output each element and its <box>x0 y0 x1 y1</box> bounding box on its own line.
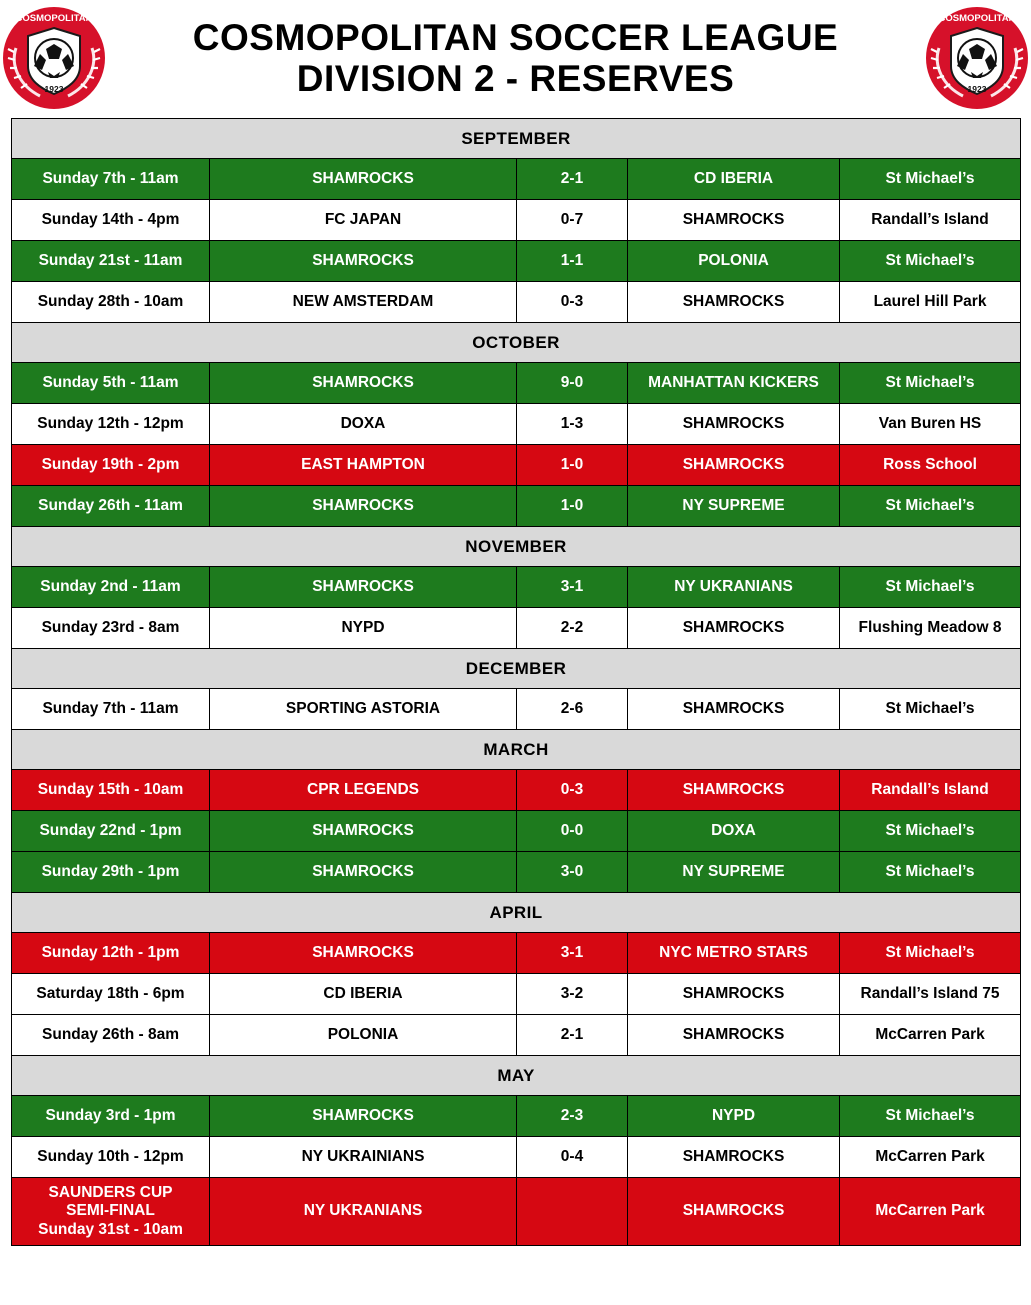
fixture-date: Sunday 5th - 11am <box>12 363 210 404</box>
fixture-score: 9-0 <box>517 363 628 404</box>
fixture-date: Sunday 19th - 2pm <box>12 445 210 486</box>
fixture-home-team: NY UKRANIANS <box>210 1178 517 1246</box>
month-header-row <box>12 649 1021 689</box>
fixture-venue: St Michael’s <box>840 363 1021 404</box>
fixture-away-team: SHAMROCKS <box>628 1015 840 1056</box>
month-label: APRIL <box>12 893 1021 933</box>
fixture-score: 0-0 <box>517 811 628 852</box>
fixture-home-team: SHAMROCKS <box>210 1096 517 1137</box>
fixture-venue: St Michael’s <box>840 486 1021 527</box>
fixture-venue: McCarren Park <box>840 1137 1021 1178</box>
fixture-row <box>12 852 1021 893</box>
fixture-score: 0-7 <box>517 200 628 241</box>
fixture-venue: Randall’s Island <box>840 770 1021 811</box>
fixture-score: 1-1 <box>517 241 628 282</box>
fixture-row <box>12 689 1021 730</box>
fixture-venue: McCarren Park <box>840 1015 1021 1056</box>
fixture-away-team: POLONIA <box>628 241 840 282</box>
page-title <box>108 17 923 100</box>
fixture-score: 2-1 <box>517 159 628 200</box>
fixture-score: 0-3 <box>517 282 628 323</box>
fixture-away-team: NY SUPREME <box>628 486 840 527</box>
month-header-row <box>12 323 1021 363</box>
fixture-venue: St Michael’s <box>840 811 1021 852</box>
title-line-2: DIVISION 2 - RESERVES <box>296 58 735 99</box>
fixture-home-team: SHAMROCKS <box>210 241 517 282</box>
fixture-date: Sunday 22nd - 1pm <box>12 811 210 852</box>
fixture-date: Sunday 21st - 11am <box>12 241 210 282</box>
fixture-away-team: SHAMROCKS <box>628 200 840 241</box>
fixture-away-team: SHAMROCKS <box>628 445 840 486</box>
fixture-date: Sunday 26th - 8am <box>12 1015 210 1056</box>
fixture-date: Sunday 3rd - 1pm <box>12 1096 210 1137</box>
fixture-date: Sunday 23rd - 8am <box>12 608 210 649</box>
fixture-score: 3-1 <box>517 567 628 608</box>
fixture-date: Sunday 15th - 10am <box>12 770 210 811</box>
fixture-home-team: EAST HAMPTON <box>210 445 517 486</box>
fixture-date: Sunday 14th - 4pm <box>12 200 210 241</box>
fixture-home-team: SHAMROCKS <box>210 933 517 974</box>
page-header <box>0 0 1031 118</box>
fixture-score: 0-3 <box>517 770 628 811</box>
fixture-row <box>12 200 1021 241</box>
fixture-venue: St Michael’s <box>840 567 1021 608</box>
fixture-score <box>517 1178 628 1246</box>
fixture-date: Saturday 18th - 6pm <box>12 974 210 1015</box>
fixture-date: SAUNDERS CUP SEMI-FINAL Sunday 31st - 10am <box>12 1178 210 1246</box>
fixture-score: 1-0 <box>517 445 628 486</box>
svg-text:COSMOPOLITAN: COSMOPOLITAN <box>938 13 1016 24</box>
fixture-row <box>12 486 1021 527</box>
fixture-home-team: NYPD <box>210 608 517 649</box>
fixture-score: 3-0 <box>517 852 628 893</box>
fixture-date: Sunday 28th - 10am <box>12 282 210 323</box>
fixture-row <box>12 404 1021 445</box>
fixture-away-team: SHAMROCKS <box>628 282 840 323</box>
title-line-1: COSMOPOLITAN SOCCER LEAGUE <box>192 16 839 58</box>
fixture-score: 3-2 <box>517 974 628 1015</box>
fixture-away-team: SHAMROCKS <box>628 1137 840 1178</box>
fixture-home-team: NY UKRAINIANS <box>210 1137 517 1178</box>
fixture-row <box>12 608 1021 649</box>
month-header-row <box>12 893 1021 933</box>
fixture-away-team: SHAMROCKS <box>628 404 840 445</box>
fixture-venue: St Michael’s <box>840 852 1021 893</box>
fixture-away-team: NYC METRO STARS <box>628 933 840 974</box>
fixture-venue: St Michael’s <box>840 689 1021 730</box>
fixture-score: 1-3 <box>517 404 628 445</box>
fixture-row <box>12 282 1021 323</box>
fixture-date: Sunday 12th - 1pm <box>12 933 210 974</box>
fixture-away-team: SHAMROCKS <box>628 608 840 649</box>
fixture-row <box>12 811 1021 852</box>
fixture-venue: Randall’s Island 75 <box>840 974 1021 1015</box>
fixture-home-team: NEW AMSTERDAM <box>210 282 517 323</box>
fixture-date: Sunday 26th - 11am <box>12 486 210 527</box>
fixture-home-team: FC JAPAN <box>210 200 517 241</box>
fixture-row <box>12 1096 1021 1137</box>
fixture-row <box>12 241 1021 282</box>
fixture-venue: St Michael’s <box>840 241 1021 282</box>
month-header-row <box>12 119 1021 159</box>
fixture-row <box>12 1137 1021 1178</box>
fixture-home-team: SHAMROCKS <box>210 159 517 200</box>
fixture-home-team: SHAMROCKS <box>210 811 517 852</box>
fixture-home-team: CPR LEGENDS <box>210 770 517 811</box>
cosmopolitan-soccer-league-crest-right <box>923 4 1031 112</box>
fixture-venue: Randall’s Island <box>840 200 1021 241</box>
month-label: OCTOBER <box>12 323 1021 363</box>
fixture-score: 2-3 <box>517 1096 628 1137</box>
fixture-away-team: SHAMROCKS <box>628 974 840 1015</box>
fixture-home-team: SHAMROCKS <box>210 363 517 404</box>
fixture-date: Sunday 2nd - 11am <box>12 567 210 608</box>
fixture-date: Sunday 7th - 11am <box>12 159 210 200</box>
fixture-home-team: CD IBERIA <box>210 974 517 1015</box>
svg-text:1923: 1923 <box>44 84 64 94</box>
month-label: MAY <box>12 1056 1021 1096</box>
fixture-away-team: NY UKRANIANS <box>628 567 840 608</box>
fixture-score: 0-4 <box>517 1137 628 1178</box>
fixture-home-team: SHAMROCKS <box>210 852 517 893</box>
month-label: MARCH <box>12 730 1021 770</box>
fixture-row <box>12 1015 1021 1056</box>
fixture-date: Sunday 10th - 12pm <box>12 1137 210 1178</box>
fixture-score: 2-1 <box>517 1015 628 1056</box>
fixture-away-team: CD IBERIA <box>628 159 840 200</box>
fixture-venue: St Michael’s <box>840 1096 1021 1137</box>
fixture-row <box>12 933 1021 974</box>
svg-text:COSMOPOLITAN: COSMOPOLITAN <box>15 13 93 24</box>
month-label: NOVEMBER <box>12 527 1021 567</box>
fixture-home-team: DOXA <box>210 404 517 445</box>
fixture-row <box>12 363 1021 404</box>
fixture-row <box>12 567 1021 608</box>
fixtures-table <box>11 118 1021 1246</box>
svg-text:1923: 1923 <box>967 84 987 94</box>
fixture-venue: Ross School <box>840 445 1021 486</box>
fixture-row <box>12 445 1021 486</box>
month-header-row <box>12 527 1021 567</box>
fixture-venue: Van Buren HS <box>840 404 1021 445</box>
fixture-score: 3-1 <box>517 933 628 974</box>
fixture-score: 2-6 <box>517 689 628 730</box>
cosmopolitan-soccer-league-crest-left <box>0 4 108 112</box>
fixture-row <box>12 974 1021 1015</box>
fixture-away-team: SHAMROCKS <box>628 689 840 730</box>
fixture-score: 2-2 <box>517 608 628 649</box>
fixture-row <box>12 770 1021 811</box>
fixture-home-team: SHAMROCKS <box>210 486 517 527</box>
fixture-away-team: NY SUPREME <box>628 852 840 893</box>
fixture-away-team: SHAMROCKS <box>628 1178 840 1246</box>
fixture-row <box>12 1178 1021 1246</box>
fixture-row <box>12 159 1021 200</box>
fixture-home-team: SHAMROCKS <box>210 567 517 608</box>
fixture-home-team: SPORTING ASTORIA <box>210 689 517 730</box>
fixture-away-team: DOXA <box>628 811 840 852</box>
fixture-away-team: SHAMROCKS <box>628 770 840 811</box>
fixture-score: 1-0 <box>517 486 628 527</box>
fixture-away-team: MANHATTAN KICKERS <box>628 363 840 404</box>
fixture-away-team: NYPD <box>628 1096 840 1137</box>
fixture-home-team: POLONIA <box>210 1015 517 1056</box>
month-header-row <box>12 730 1021 770</box>
month-label: DECEMBER <box>12 649 1021 689</box>
fixture-venue: St Michael’s <box>840 159 1021 200</box>
fixture-venue: McCarren Park <box>840 1178 1021 1246</box>
fixture-venue: Laurel Hill Park <box>840 282 1021 323</box>
fixture-venue: St Michael’s <box>840 933 1021 974</box>
month-header-row <box>12 1056 1021 1096</box>
fixture-date: Sunday 7th - 11am <box>12 689 210 730</box>
fixture-venue: Flushing Meadow 8 <box>840 608 1021 649</box>
fixture-date: Sunday 12th - 12pm <box>12 404 210 445</box>
fixture-date: Sunday 29th - 1pm <box>12 852 210 893</box>
month-label: SEPTEMBER <box>12 119 1021 159</box>
